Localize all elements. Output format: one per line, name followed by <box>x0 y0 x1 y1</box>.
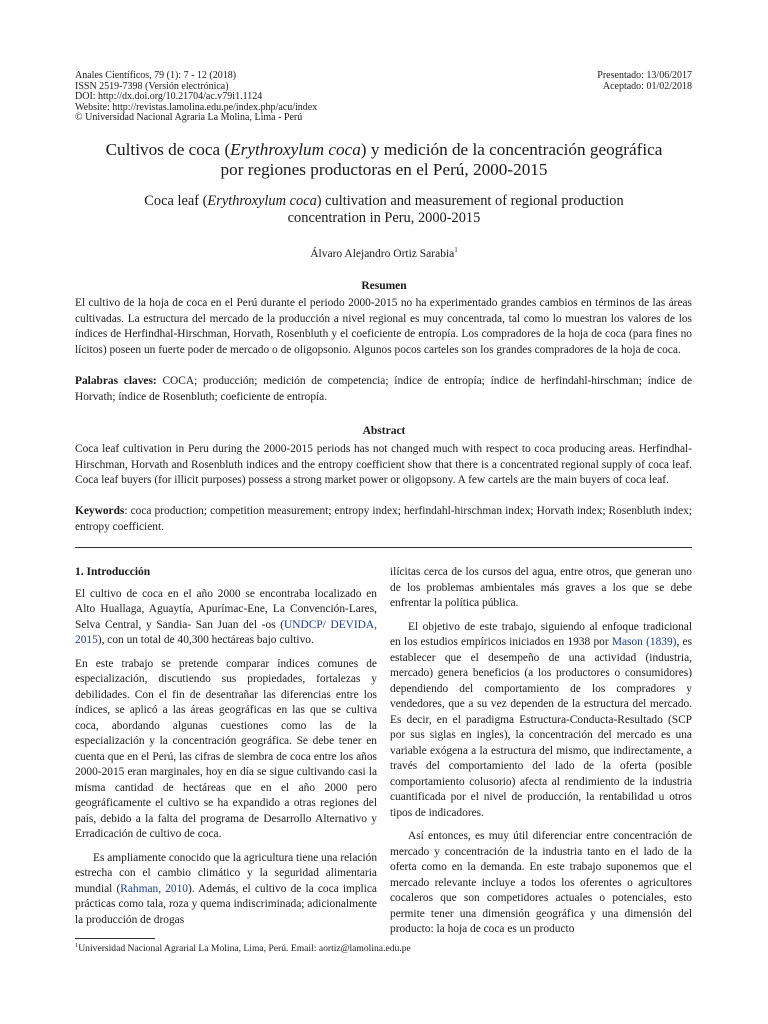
text-span: Es ampliamente conocido que la agricultura tiene una relación estrecha con el cambio climático y la seguridad alimentaria mundial ( <box>75 851 378 895</box>
journal-citation: Anales Científicos, 79 (1): 7 - 12 (2018) <box>75 70 237 81</box>
doi-link[interactable]: DOI: http://dx.doi.org/10.21704/ac.v79i1.1124 <box>75 91 263 103</box>
intro-paragraph-2: En este trabajo se pretende comparar índices comunes de especialización, discutiendo sus propiedades, fortalezas y debilidades. Con el fin de desentrañar las diferencias entre los índices, se aplicó a las áreas geográficas en las que se cultiva coca, abordando algunas cuestiones como las de la especialización y la concentración geográfica. Se debe tener en cuenta que en el Perú, las cifras de siembra de coca entre los años 2000-2015 eran marginales, hoy en día se sigue cultivando casi la misma cantidad de hectáreas que en el año 2000 pero geográficamente el cultivo se ha expandido a otras regiones del país, debido a la falta del programa de Desarrollo Alternativo y Erradicación de cultivo de coca. <box>75 657 377 840</box>
title-en-species: Erythroxylum coca <box>207 193 317 209</box>
keywords-label-en: Keywords <box>75 505 125 517</box>
footnote <box>75 943 692 955</box>
date-submitted: Presentado: 13/06/2017 <box>597 70 692 81</box>
author-name: Álvaro Alejandro Ortiz Sarabia <box>310 248 455 260</box>
section-divider <box>75 547 692 548</box>
resumen-text: El cultivo de la hoja de coca en el Perú durante el periodo 2000-2015 no ha experimentado grandes cambios en términos de las áreas cultivadas. La estructura del mercado de la producción a nivel regional es muy concentrada, tal como lo muestran los valores de los índices de Herfindhal-Hirschman, Horvath, Rosenbluth y el coeficiente de entropía. Los compradores de la hoja de coca (para fines no lícitos) poseen un fuerte poder de mercado o de oligopsonio. Algunos pocos carteles son los grandes compradores de la hoja de coca. <box>75 297 692 356</box>
issn: ISSN 2519-7398 (Versión electrónica) <box>75 80 229 92</box>
text-span: El cultivo de coca en el año 2000 se encontraba localizado en Alto Huallaga, Aguaytía, Apurímac-Ene, La Convención-Lares, Selva Central, y Sandia- San Juan del -os ( <box>75 587 377 631</box>
date-accepted: Aceptado: 01/02/2018 <box>602 80 692 92</box>
footnote-mark: 1 <box>75 941 79 949</box>
title-english <box>80 193 688 227</box>
citation-link[interactable]: Rahman, 2010 <box>120 882 188 895</box>
citation-link[interactable]: Mason (1839) <box>611 636 677 648</box>
submission-dates <box>472 71 692 92</box>
citation-link[interactable]: UNDCP/ DEVIDA, 2015 <box>75 618 377 646</box>
intro-paragraph-5 <box>390 620 692 822</box>
footnote-divider <box>75 938 155 939</box>
journal-metadata <box>75 71 435 124</box>
title-es-part: ) y medición de la concentración geográfica <box>360 140 663 159</box>
text-span: , es establecer que el desempeño de una actividad (industria, mercado) genera beneficios (a los productores o consumidores) dependiendo del comportamiento de los compradores y vendedores, que a su vez dependen de la estructura del mercado. Es decir, en el paradigma Estructura-Conducta-Resultado (SCP por sus siglas en ingles), la concentración del mercado es una variable exógena a la estructura del mismo, que indirectamente, a través del comportamiento del lado de la oferta (posible comportamiento colusorio) afecta al rendimiento de la industria cuantificada por el nivel de producción, la rentabilidad u otros tipos de indicadores. <box>390 636 693 819</box>
title-spanish <box>80 140 688 179</box>
intro-paragraph-4: ilícitas cerca de los cursos del agua, entre otros, que generan uno de los problemas ambientales más graves a los que se debe enfrentar la política pública. <box>390 566 692 609</box>
title-en-part: Coca leaf ( <box>144 193 208 209</box>
title-es-line2: por regiones productoras en el Perú, 2000-2015 <box>220 159 548 179</box>
resumen-keywords <box>75 374 692 405</box>
body-column-left <box>75 565 377 928</box>
text-span: ). Además, el cultivo de la coca implica prácticas como tala, roza y quema indiscriminada; adicionalmente la producción de drogas <box>75 882 377 926</box>
footnote-text: Universidad Nacional Agrarial La Molina, Lima, Perú. Email: aortiz@lamolina.edu.pe <box>78 943 411 954</box>
title-en-part: ) cultivation and measurement of regional production <box>316 193 624 209</box>
copyright: © Universidad Nacional Agraria La Molina, Lima - Perú <box>75 112 303 124</box>
keywords-en: : coca production; competition measurement; entropy index; herfindahl-hirschman index; Horvath index; Rosenbluth index; entropy coefficient. <box>75 505 692 533</box>
intro-heading: 1. Introducción <box>75 566 151 578</box>
author-affiliation-mark: 1 <box>454 246 458 255</box>
title-es-species: Erythroxylum coca <box>230 140 361 159</box>
title-en-line2: concentration in Peru, 2000-2015 <box>287 210 481 226</box>
intro-paragraph-6: Así entonces, es muy útil diferenciar entre concentración de mercado y concentración de la industria tanto en el lado de la oferta como en la demanda. En este trabajo suponemos que el mercado relevante incluye a todos los oferentes o agricultores cocaleros que son competidores actuales o potenciales, esto permite tener una dimensión geográfica y una dimensión del producto: la hoja de coca es un producto <box>390 830 692 935</box>
body-column-right <box>390 565 692 938</box>
text-span: ), con un total de 40,300 hectáreas bajo cultivo. <box>97 634 314 646</box>
text-span: El objetivo de este trabajo, siguiendo al enfoque tradicional en los estudios empíricos iniciados en 1938 por <box>390 620 692 648</box>
intro-paragraph-1 <box>75 587 377 649</box>
keywords-es: COCA; producción; medición de competencia; índice de entropía; índice de herfindahl-hirschman; índice de Horvath; índice de Rosenbluth; coeficiente de entropía. <box>75 375 692 403</box>
abstract-text: Coca leaf cultivation in Peru during the 2000-2015 periods has not changed much with respect to coca producing areas. Herfindhal-Hirschman, Horvath and Rosenbluth indices and the entropy coefficient show that there is a concentrated regional supply of coca leaf. Coca leaf buyers (for illicit purposes) possess a strong market power or oligopsony. A few cartels are the main buyers of coca leaf. <box>75 443 692 486</box>
title-es-part: Cultivos de coca ( <box>105 140 231 159</box>
keywords-label-es: Palabras claves: <box>75 375 157 387</box>
author-line <box>80 248 688 260</box>
website-link[interactable]: Website: http://revistas.lamolina.edu.pe/index.php/acu/index <box>75 101 318 113</box>
resumen-heading: Resumen <box>361 280 407 292</box>
intro-paragraph-3 <box>75 851 377 929</box>
abstract-keywords <box>75 504 692 535</box>
abstract-heading: Abstract <box>362 425 406 437</box>
